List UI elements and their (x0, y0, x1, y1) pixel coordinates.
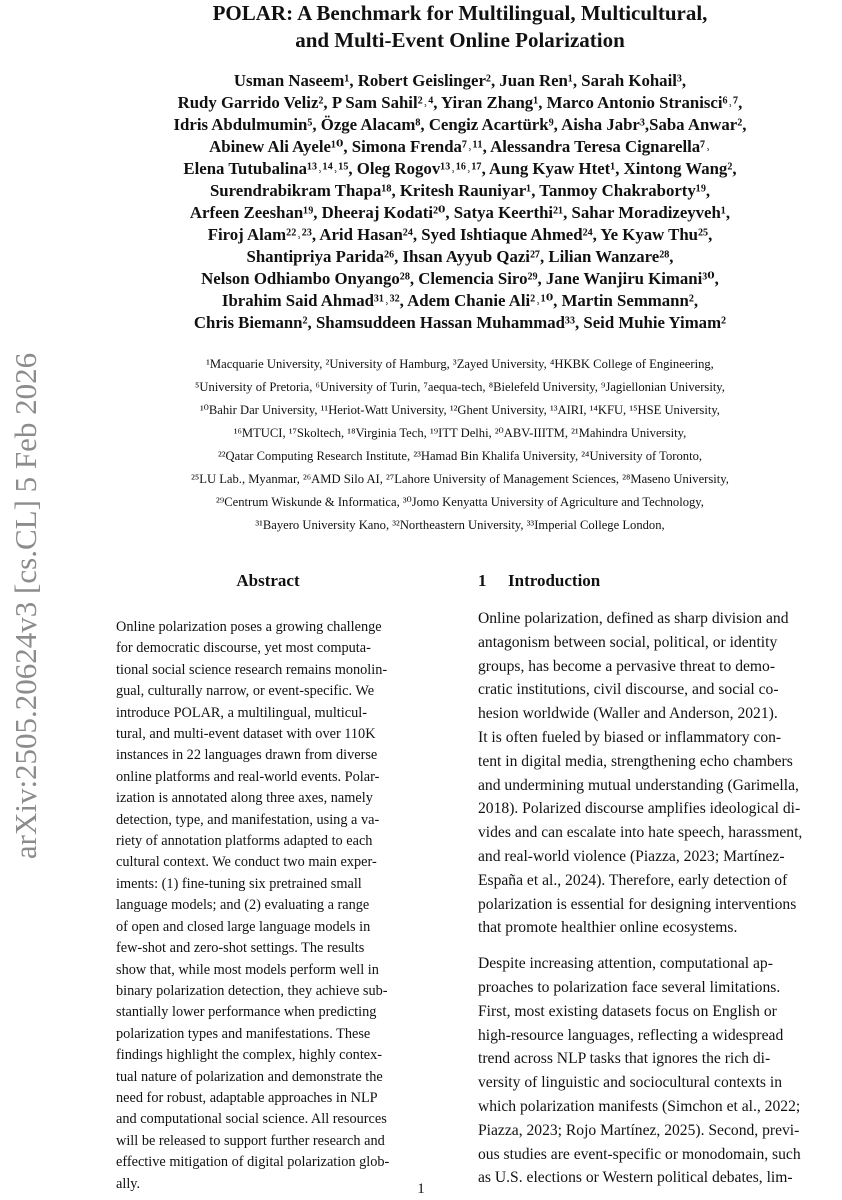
abstract-line: introduce POLAR, a multilingual, multicul- (116, 704, 367, 721)
intro-line: trend across NLP tasks that ignores the rich di- (478, 1050, 771, 1068)
intro-line: versity of linguistic and sociocultural contexts in (478, 1074, 783, 1092)
author-line: Ibrahim Said Ahmad³¹˒³², Adem Chanie Ali²˒¹⁰, Martin Semmann², (221, 291, 699, 310)
abstract-line: ization is annotated along three axes, namely (116, 790, 373, 807)
abstract-line: language models; and (2) evaluating a range (116, 897, 370, 914)
section-heading-introduction (478, 571, 838, 591)
abstract-line: findings highlight the complex, highly contex- (116, 1047, 383, 1064)
intro-line: First, most existing datasets focus on English or (478, 1002, 777, 1020)
paper-title (100, 0, 820, 54)
abstract-line: detection, type, and manifestation, using a va- (116, 811, 380, 828)
abstract-body (116, 617, 420, 1195)
author-line: Abinew Ali Ayele¹⁰, Simona Frenda⁷˒¹¹, Alessandra Teresa Cignarella⁷˒ (209, 137, 711, 156)
intro-line: high-resource languages, reflecting a widespread (478, 1026, 784, 1044)
intro-line: España et al., 2024). Therefore, early detection of (478, 871, 788, 889)
author-list (90, 70, 830, 334)
intro-line: polarization is essential for designing interventions (478, 895, 797, 913)
abstract-line: ally. (116, 1175, 141, 1192)
author-line: Nelson Odhiambo Onyango²⁸, Clemencia Siro²⁹, Jane Wanjiru Kimani³⁰, (201, 269, 719, 288)
abstract-line: effective mitigation of digital polarization glob- (116, 1154, 390, 1171)
author-line: Shantipriya Parida²⁶, Ihsan Ayyub Qazi²⁷, Lilian Wanzare²⁸, (246, 247, 674, 266)
affiliation-line: ¹Macquarie University, ²University of Hamburg, ³Zayed University, ⁴HKBK College of Engineering, (206, 357, 714, 371)
abstract-line: tual nature of polarization and demonstrate the (116, 1068, 383, 1085)
affiliation-list (90, 353, 830, 537)
author-line: Elena Tutubalina¹³˒¹⁴˒¹⁵, Oleg Rogov¹³˒¹⁶˒¹⁷, Aung Kyaw Htet¹, Xintong Wang², (183, 159, 737, 178)
abstract-line: of open and closed large language models in (116, 918, 371, 935)
abstract-line: for democratic discourse, yet most computa- (116, 640, 371, 657)
abstract-line: Online polarization poses a growing challenge (116, 619, 382, 635)
author-line: Idris Abdulmumin⁵, Özge Alacam⁸, Cengiz Acartürk⁹, Aisha Jabr³,Saba Anwar², (173, 115, 747, 134)
introduction-body (478, 607, 842, 1190)
abstract-line: and computational social science. All resources (116, 1111, 387, 1128)
intro-line: vides and can escalate into hate speech, harassment, (478, 824, 803, 842)
author-line: Surendrabikram Thapa¹⁸, Kritesh Rauniyar¹, Tanmoy Chakraborty¹⁹, (209, 181, 711, 200)
abstract-line: tional social science research remains monolin- (116, 661, 388, 678)
intro-line: Despite increasing attention, computational ap- (478, 955, 773, 973)
intro-line: antagonism between social, political, or identity (478, 633, 778, 651)
intro-line: cratic institutions, civil discourse, and social co- (478, 681, 779, 699)
intro-line: and undermining mutual understanding (Garimella, (478, 776, 799, 794)
intro-line: proaches to polarization face several limitations. (478, 978, 781, 996)
intro-line: groups, has become a pervasive threat to demo- (478, 657, 776, 675)
author-line: Rudy Garrido Veliz², P Sam Sahil²˒⁴, Yiran Zhang¹, Marco Antonio Stranisci⁶˒⁷, (177, 93, 743, 112)
abstract-line: need for robust, adaptable approaches in NLP (116, 1089, 378, 1106)
intro-line: and real-world violence (Piazza, 2023; Martínez- (478, 847, 785, 865)
paragraph-gap (478, 940, 842, 952)
intro-line: Piazza, 2023; Rojo Martínez, 2025). Second, previ- (478, 1121, 800, 1139)
abstract-line: will be released to support further research and (116, 1132, 385, 1149)
intro-line: hesion worldwide (Waller and Anderson, 2021). (478, 705, 778, 723)
intro-line: 2018). Polarized discourse amplifies ideological di- (478, 800, 801, 818)
affiliation-line: ³¹Bayero University Kano, ³²Northeastern University, ³³Imperial College London, (255, 518, 665, 532)
intro-line: ous studies are event-specific or monodomain, such (478, 1145, 801, 1163)
abstract-heading: Abstract (236, 571, 300, 590)
abstract-line: cultural context. We conduct two main exper- (116, 854, 377, 871)
author-line: Chris Biemann², Shamsuddeen Hassan Muhammad³³, Seid Muhie Yimam² (193, 313, 727, 332)
author-line: Firoj Alam²²˒²³, Arid Hasan²⁴, Syed Ishtiaque Ahmed²⁴, Ye Kyaw Thu²⁵, (207, 225, 713, 244)
abstract-line: riety of annotation platforms adapted to each (116, 833, 373, 850)
title-line: POLAR: A Benchmark for Multilingual, Multicultural, (212, 1, 708, 25)
abstract-line: online platforms and real-world events. Polar- (116, 768, 380, 785)
affiliation-line: ⁵University of Pretoria, ⁶University of Turin, ⁷aequa-tech, ⁸Bielefeld University, ⁹Jagiellonian University, (195, 380, 725, 394)
author-line: Arfeen Zeeshan¹⁹, Dheeraj Kodati²⁰, Satya Keerthi²¹, Sahar Moradizeyveh¹, (189, 203, 731, 222)
abstract-line: polarization types and manifestations. These (116, 1025, 371, 1042)
intro-line: as U.S. elections or Western political debates, lim- (478, 1169, 793, 1187)
abstract-line: iments: (1) fine-tuning six pretrained small (116, 875, 362, 892)
arxiv-identifier-stamp: arXiv:2505.20624v3 [cs.CL] 5 Feb 2026 (8, 352, 43, 860)
abstract-line: gual, culturally narrow, or event-specific. We (116, 683, 375, 700)
page-number: 1 (417, 1181, 425, 1197)
intro-line: which polarization manifests (Simchon et al., 2022; (478, 1097, 801, 1115)
affiliation-line: ²⁹Centrum Wiskunde & Informatica, ³⁰Jomo Kenyatta University of Agriculture and Technology, (216, 495, 704, 509)
abstract-line: few-shot and zero-shot settings. The results (116, 940, 365, 957)
intro-line: that promote healthier online ecosystems. (478, 919, 738, 937)
title-line: and Multi-Event Online Polarization (295, 28, 625, 52)
abstract-line: binary polarization detection, they achieve sub- (116, 982, 388, 999)
affiliation-line: ¹⁰Bahir Dar University, ¹¹Heriot-Watt University, ¹²Ghent University, ¹³AIRI, ¹⁴KFU, ¹⁵HSE University, (200, 403, 720, 417)
intro-line: It is often fueled by biased or inflammatory con- (478, 728, 782, 746)
intro-line: Online polarization, defined as sharp division and (478, 610, 789, 627)
intro-line: tent in digital media, strengthening echo chambers (478, 752, 793, 770)
abstract-line: instances in 22 languages drawn from diverse (116, 747, 378, 764)
section-title: Introduction (508, 571, 601, 590)
abstract-line: tural, and multi-event dataset with over 110K (116, 726, 376, 743)
affiliation-line: ²²Qatar Computing Research Institute, ²³Hamad Bin Khalifa University, ²⁴University of Toronto, (217, 449, 703, 463)
affiliation-line: ¹⁶MTUCI, ¹⁷Skoltech, ¹⁸Virginia Tech, ¹⁹ITT Delhi, ²⁰ABV-IIITM, ²¹Mahindra University, (233, 426, 687, 440)
author-line: Usman Naseem¹, Robert Geislinger², Juan Ren¹, Sarah Kohail³, (233, 71, 687, 90)
section-number: 1 (478, 571, 487, 590)
affiliation-line: ²⁵LU Lab., Myanmar, ²⁶AMD Silo AI, ²⁷Lahore University of Management Sciences, ²⁸Maseno University, (191, 472, 729, 486)
abstract-line: stantially lower performance when predicting (116, 1004, 377, 1021)
abstract-line: show that, while most models perform well in (116, 961, 379, 978)
